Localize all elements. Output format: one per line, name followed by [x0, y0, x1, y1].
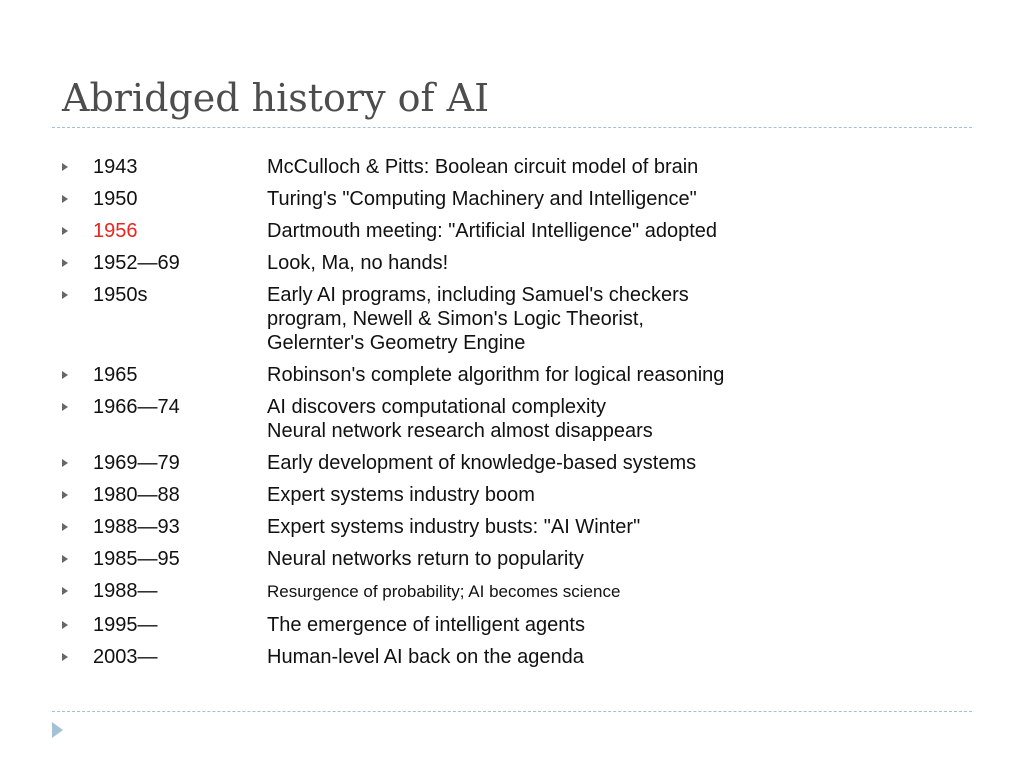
timeline-event: Dartmouth meeting: "Artificial Intelligence" adopted — [267, 220, 717, 242]
triangle-bullet-icon — [62, 195, 68, 203]
title-divider — [52, 127, 972, 128]
timeline-event: Early AI programs, including Samuel's checkers — [267, 284, 689, 306]
timeline-year: 1943 — [93, 156, 138, 178]
timeline-year: 1988— — [93, 580, 158, 602]
timeline-year-highlighted: 1956 — [93, 220, 138, 242]
timeline-event-continued: Gelernter's Geometry Engine — [267, 332, 526, 354]
timeline-item-1956 — [60, 219, 980, 243]
triangle-bullet-icon — [62, 371, 68, 379]
timeline-event: Expert systems industry boom — [267, 484, 535, 506]
timeline-year: 1950s — [93, 284, 148, 306]
timeline-year: 1985—95 — [93, 548, 180, 570]
triangle-bullet-icon — [62, 587, 68, 595]
timeline-event: Neural networks return to popularity — [267, 548, 584, 570]
timeline-year: 1966—74 — [93, 396, 180, 418]
timeline-event: Turing's "Computing Machinery and Intelligence" — [267, 188, 697, 210]
timeline-item-1950 — [60, 187, 980, 211]
timeline-event: Robinson's complete algorithm for logical reasoning — [267, 364, 725, 386]
timeline-event-continued: program, Newell & Simon's Logic Theorist, — [267, 308, 644, 330]
play-arrow-icon[interactable] — [52, 722, 63, 738]
timeline-item-1985-95 — [60, 547, 980, 571]
footer-divider — [52, 711, 972, 712]
timeline-event: Resurgence of probability; AI becomes science — [267, 582, 621, 601]
timeline-item-1943 — [60, 155, 980, 179]
triangle-bullet-icon — [62, 653, 68, 661]
triangle-bullet-icon — [62, 555, 68, 563]
slide-title: Abridged history of AI — [62, 76, 490, 120]
timeline-item-1988-93 — [60, 515, 980, 539]
timeline-year: 2003— — [93, 646, 158, 668]
triangle-bullet-icon — [62, 523, 68, 531]
timeline-event: AI discovers computational complexity — [267, 396, 607, 418]
timeline-year: 1965 — [93, 364, 138, 386]
timeline-year: 1980—88 — [93, 484, 180, 506]
timeline-event-continued: Neural network research almost disappears — [267, 420, 653, 442]
timeline-item-1950s — [60, 283, 980, 355]
timeline-list — [60, 155, 980, 677]
timeline-year: 1950 — [93, 188, 138, 210]
timeline-item-1980-88 — [60, 483, 980, 507]
timeline-item-1969-79 — [60, 451, 980, 475]
triangle-bullet-icon — [62, 291, 68, 299]
triangle-bullet-icon — [62, 163, 68, 171]
timeline-item-1966-74 — [60, 395, 980, 443]
triangle-bullet-icon — [62, 259, 68, 267]
triangle-bullet-icon — [62, 459, 68, 467]
timeline-item-1988 — [60, 579, 980, 605]
timeline-event: Early development of knowledge-based systems — [267, 452, 697, 474]
timeline-event: The emergence of intelligent agents — [267, 614, 585, 636]
triangle-bullet-icon — [62, 621, 68, 629]
timeline-event: Look, Ma, no hands! — [267, 252, 449, 274]
timeline-item-1995 — [60, 613, 980, 637]
timeline-year: 1952—69 — [93, 252, 180, 274]
timeline-item-1965 — [60, 363, 980, 387]
triangle-bullet-icon — [62, 403, 68, 411]
timeline-year: 1995— — [93, 614, 158, 636]
timeline-event: McCulloch & Pitts: Boolean circuit model of brain — [267, 156, 699, 178]
timeline-event: Human-level AI back on the agenda — [267, 646, 584, 668]
timeline-item-1952-69 — [60, 251, 980, 275]
timeline-event: Expert systems industry busts: "AI Winter" — [267, 516, 641, 538]
timeline-item-2003 — [60, 645, 980, 669]
triangle-bullet-icon — [62, 227, 68, 235]
timeline-year: 1988—93 — [93, 516, 180, 538]
timeline-year: 1969—79 — [93, 452, 180, 474]
triangle-bullet-icon — [62, 491, 68, 499]
